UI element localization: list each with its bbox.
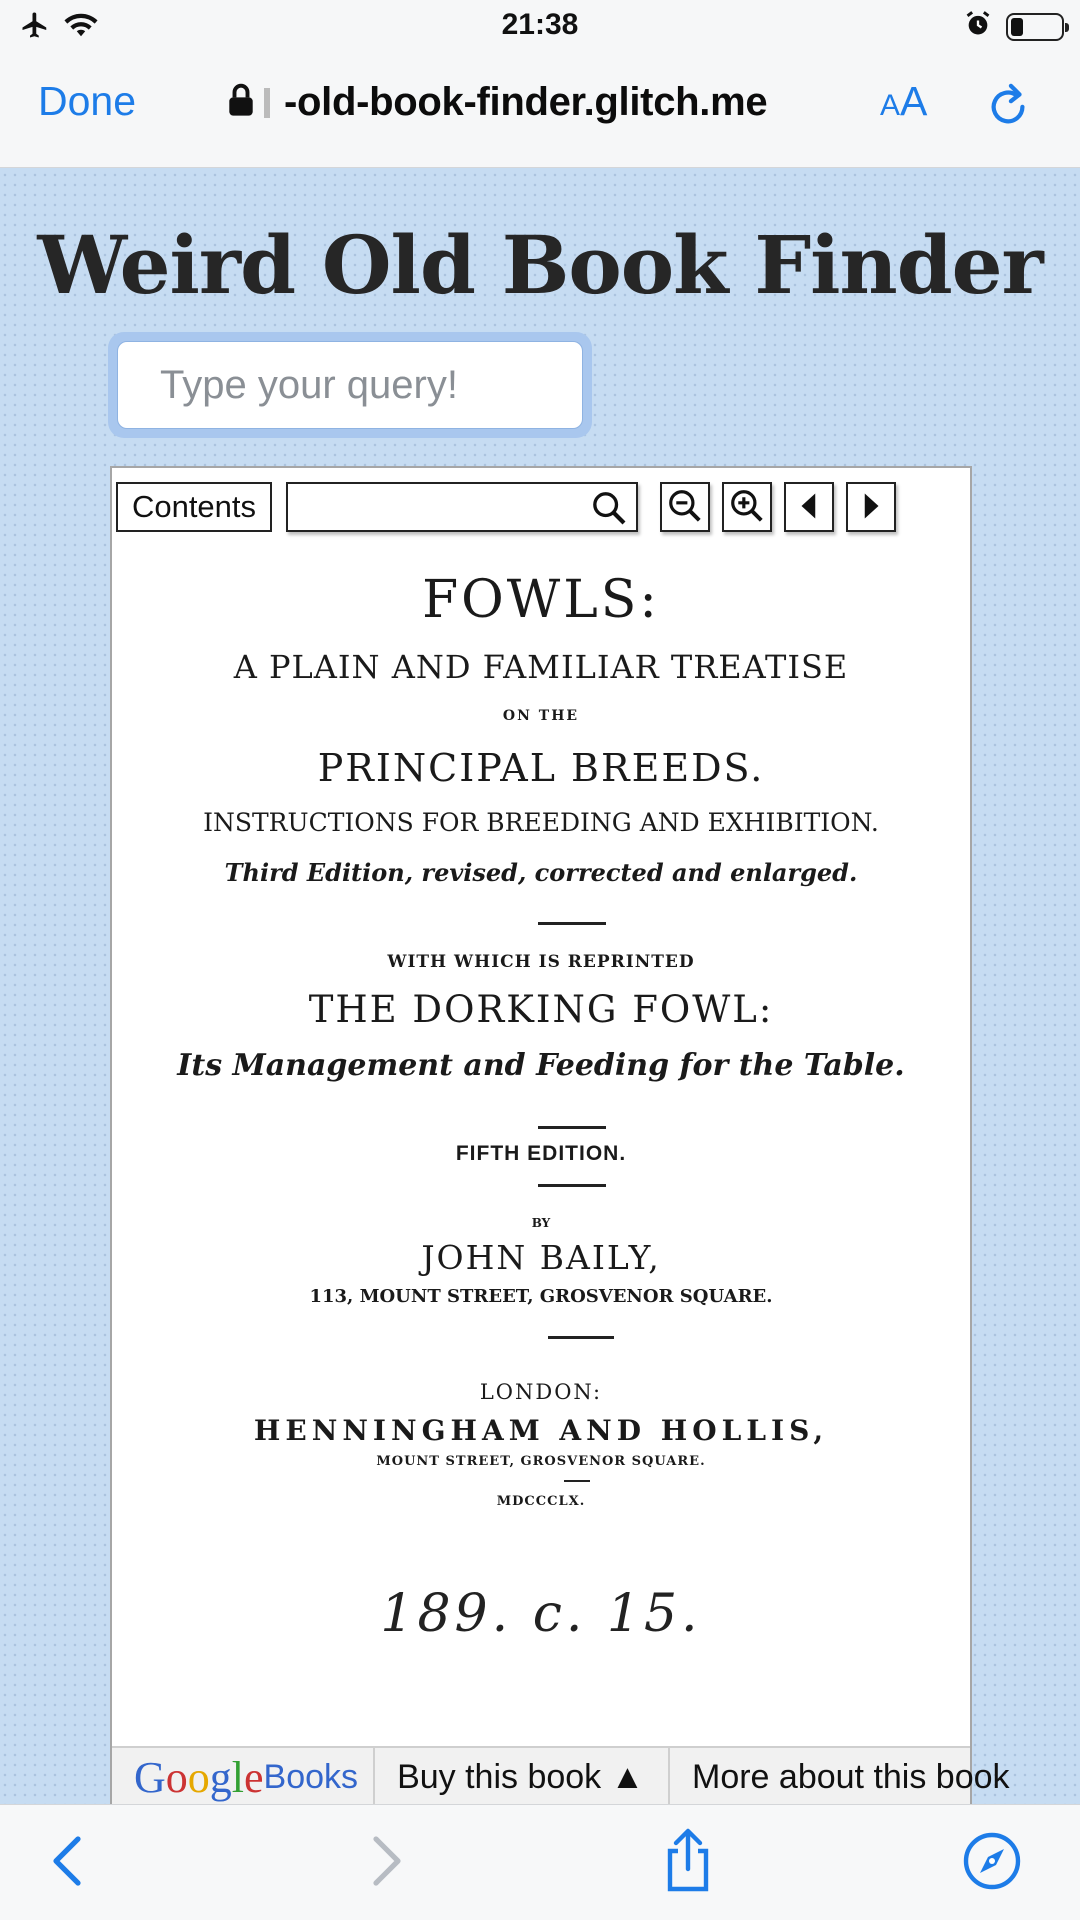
- zoom-out-icon: [666, 487, 704, 528]
- book-address: 113, MOUNT STREET, GROSVENOR SQUARE.: [309, 1286, 773, 1307]
- book-breeds: PRINCIPAL BREEDS.: [317, 746, 765, 790]
- search-icon[interactable]: [588, 488, 630, 533]
- alarm-icon: [964, 10, 992, 43]
- status-bar: [0, 0, 1080, 52]
- google-wordmark: [134, 1752, 264, 1803]
- url-fade: [264, 88, 270, 118]
- book-year: MDCCCLX.: [496, 1494, 586, 1509]
- aa-small-label: A: [880, 89, 901, 122]
- google-letter: l: [231, 1752, 245, 1802]
- browser-header: [0, 52, 1080, 168]
- compass-icon: [962, 1879, 1022, 1894]
- google-letter: e: [244, 1752, 264, 1802]
- zoom-in-button[interactable]: [722, 482, 772, 532]
- text-size-button[interactable]: [880, 78, 927, 125]
- address-bar[interactable]: [228, 80, 767, 125]
- book-publisher-address: MOUNT STREET, GROSVENOR SQUARE.: [376, 1454, 706, 1469]
- viewer-search-box[interactable]: [286, 482, 638, 532]
- url-text: -old-book-finder.glitch.me: [284, 80, 768, 124]
- query-focus-ring: [108, 332, 592, 438]
- google-letter: o: [187, 1752, 210, 1802]
- viewer-toolbar: [116, 482, 966, 534]
- status-time: 21:38: [501, 8, 579, 41]
- zoom-in-icon: [728, 487, 766, 528]
- page-title: Weird Old Book Finder: [37, 218, 1043, 312]
- divider-rule: [538, 922, 606, 925]
- book-subtitle: A PLAIN AND FAMILIAR TREATISE: [233, 648, 849, 686]
- divider-rule: [564, 1480, 590, 1482]
- buy-book-button[interactable]: Buy this book ▲: [375, 1748, 670, 1806]
- book-by: BY: [531, 1216, 551, 1230]
- google-letter: g: [209, 1752, 232, 1802]
- back-button[interactable]: [48, 1833, 88, 1892]
- done-button[interactable]: Done: [38, 78, 137, 124]
- viewer-bottom-bar: [112, 1746, 1010, 1804]
- battery-nub: [1065, 23, 1069, 32]
- next-page-icon: [858, 491, 884, 524]
- reload-button[interactable]: [986, 80, 1032, 133]
- share-icon: [660, 1881, 716, 1896]
- reload-icon: [986, 118, 1032, 133]
- google-books-logo[interactable]: [112, 1748, 375, 1806]
- google-letter: G: [134, 1752, 166, 1802]
- divider-rule: [538, 1184, 606, 1187]
- book-publisher: HENNINGHAM AND HOLLIS,: [253, 1414, 829, 1447]
- bottom-toolbar: [0, 1804, 1080, 1920]
- zoom-out-button[interactable]: [660, 482, 710, 532]
- book-title: FOWLS:: [422, 570, 660, 630]
- book-page-scan: [112, 548, 970, 1718]
- contents-button[interactable]: Contents: [116, 482, 272, 532]
- previous-page-button[interactable]: [784, 482, 834, 532]
- book-shelfmark: 189. c. 15.: [380, 1584, 702, 1644]
- viewer-search-input[interactable]: [294, 484, 584, 528]
- forward-button[interactable]: [366, 1833, 406, 1892]
- book-edition-note: Third Edition, revised, corrected and enlarged.: [224, 858, 858, 887]
- divider-rule: [548, 1336, 614, 1339]
- book-dorking: THE DORKING FOWL:: [308, 988, 774, 1031]
- battery-icon: [1006, 13, 1064, 41]
- query-input[interactable]: [117, 341, 583, 429]
- book-london: LONDON:: [479, 1380, 603, 1404]
- next-page-button[interactable]: [846, 482, 896, 532]
- aa-large-label: A: [900, 78, 928, 124]
- battery-fill: [1011, 18, 1023, 36]
- forward-icon: [366, 1877, 406, 1892]
- book-viewer: [110, 466, 1010, 1806]
- back-icon: [48, 1877, 88, 1892]
- status-right: [964, 10, 1064, 43]
- open-in-safari-button[interactable]: [962, 1831, 1022, 1894]
- book-reprinted: WITH WHICH IS REPRINTED: [387, 952, 695, 972]
- lock-icon: [228, 83, 254, 122]
- divider-rule: [538, 1126, 606, 1129]
- books-wordmark: Books: [263, 1757, 359, 1796]
- book-on-the: ON THE: [502, 708, 580, 724]
- book-instructions: INSTRUCTIONS FOR BREEDING AND EXHIBITION.: [203, 808, 879, 837]
- google-letter: o: [165, 1752, 188, 1802]
- previous-page-icon: [796, 491, 822, 524]
- more-about-book-link[interactable]: More about this book: [692, 1757, 1010, 1796]
- book-management: Its Management and Feeding for the Table.: [177, 1048, 905, 1083]
- share-button[interactable]: [660, 1827, 716, 1896]
- book-fifth-edition: FIFTH EDITION.: [455, 1142, 627, 1165]
- book-author: JOHN BAILY,: [421, 1238, 661, 1277]
